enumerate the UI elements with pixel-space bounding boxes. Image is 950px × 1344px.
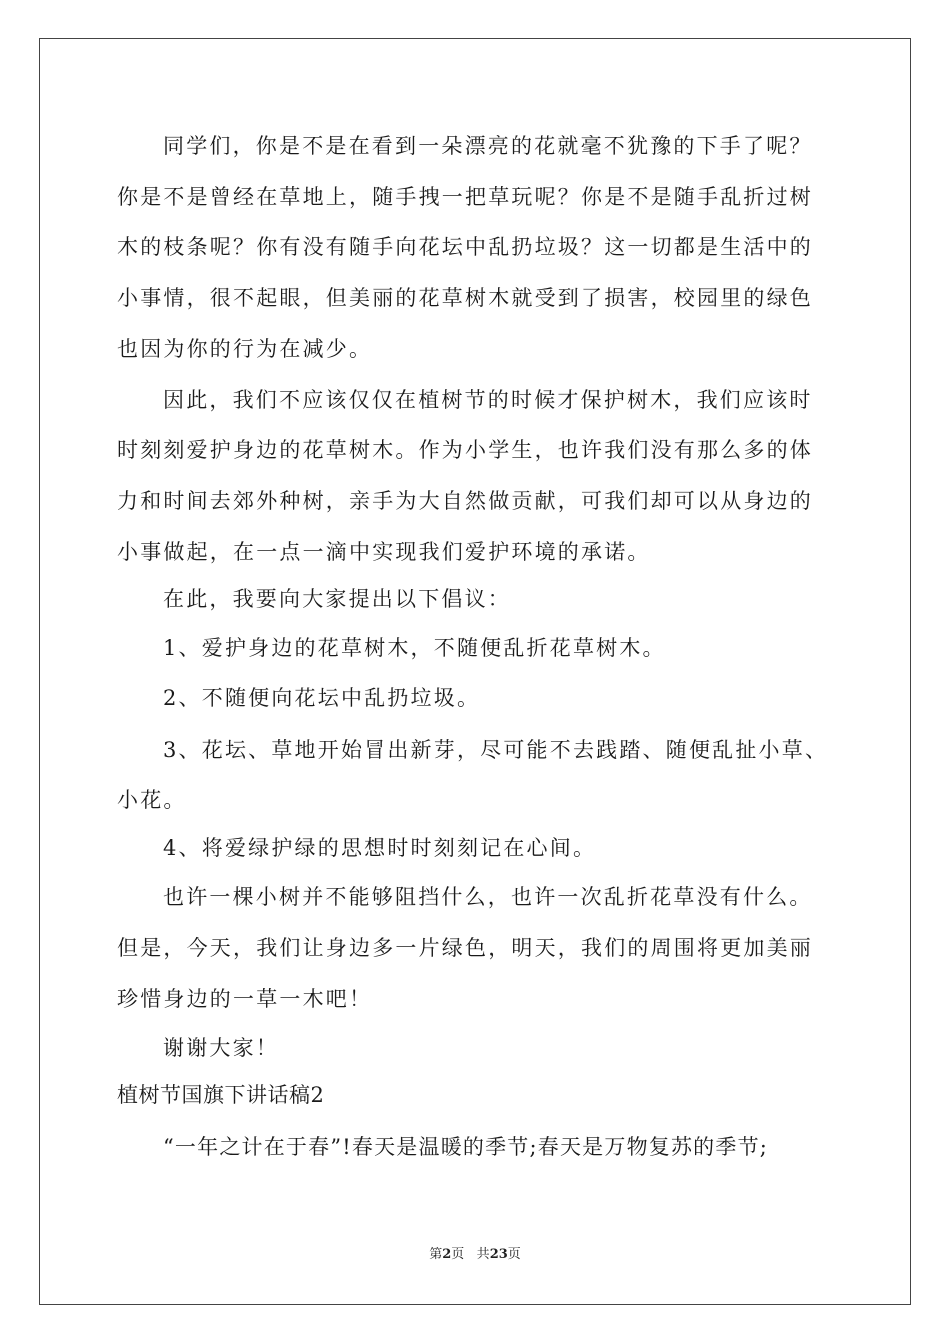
- paragraph-line: 你是不是曾经在草地上，随手拽一把草玩呢？你是不是随手乱折过树: [117, 185, 813, 209]
- footer-page-number: 2: [442, 1247, 452, 1262]
- paragraph-line: 也许一棵小树并不能够阻挡什么，也许一次乱折花草没有什么。: [163, 885, 813, 909]
- paragraph-line: 时刻刻爱护身边的花草树木。作为小学生，也许我们没有那么多的体: [117, 438, 813, 462]
- footer-total-pages: 23: [489, 1247, 508, 1262]
- paragraph-line: 也因为你的行为在减少。: [117, 337, 373, 361]
- list-item: 1、爱护身边的花草树木，不随便乱折花草树木。: [163, 636, 666, 660]
- list-item: 4、将爱绿护绿的思想时时刻刻记在心间。: [163, 836, 597, 860]
- paragraph-line: 力和时间去郊外种树，亲手为大自然做贡献，可我们却可以从身边的: [117, 489, 813, 513]
- footer-total-prefix: 共: [476, 1247, 490, 1262]
- paragraph-line: 小事情，很不起眼，但美丽的花草树木就受到了损害，校园里的绿色: [117, 286, 813, 310]
- paragraph-line: 在此，我要向大家提出以下倡议：: [163, 587, 511, 611]
- paragraph-line: “一年之计在于春”!春天是温暖的季节;春天是万物复苏的季节;: [163, 1135, 769, 1159]
- paragraph-line: 同学们，你是不是在看到一朵漂亮的花就毫不犹豫的下手了呢？: [163, 134, 813, 158]
- section-heading: 植树节国旗下讲话稿2: [117, 1083, 325, 1107]
- footer-page-prefix: 第: [429, 1247, 443, 1262]
- paragraph-line: 木的枝条呢？你有没有随手向花坛中乱扔垃圾？这一切都是生活中的: [117, 235, 813, 259]
- closing-line: 谢谢大家！: [163, 1036, 279, 1060]
- paragraph-line: 珍惜身边的一草一木吧！: [117, 987, 373, 1011]
- footer-page-suffix: 页: [451, 1247, 465, 1262]
- list-item: 3、花坛、草地开始冒出新芽，尽可能不去践踏、随便乱扯小草、: [163, 738, 829, 762]
- footer-total-suffix: 页: [507, 1247, 521, 1262]
- list-item: 2、不随便向花坛中乱扔垃圾。: [163, 686, 481, 710]
- paragraph-line: 小事做起，在一点一滴中实现我们爱护环境的承诺。: [117, 540, 651, 564]
- page-footer: [0, 1246, 950, 1264]
- page-border: [39, 38, 911, 1305]
- list-item-continuation: 小花。: [117, 788, 187, 812]
- paragraph-line: 但是，今天，我们让身边多一片绿色，明天，我们的周围将更加美丽: [117, 936, 813, 960]
- paragraph-line: 因此，我们不应该仅仅在植树节的时候才保护树木，我们应该时: [163, 388, 813, 412]
